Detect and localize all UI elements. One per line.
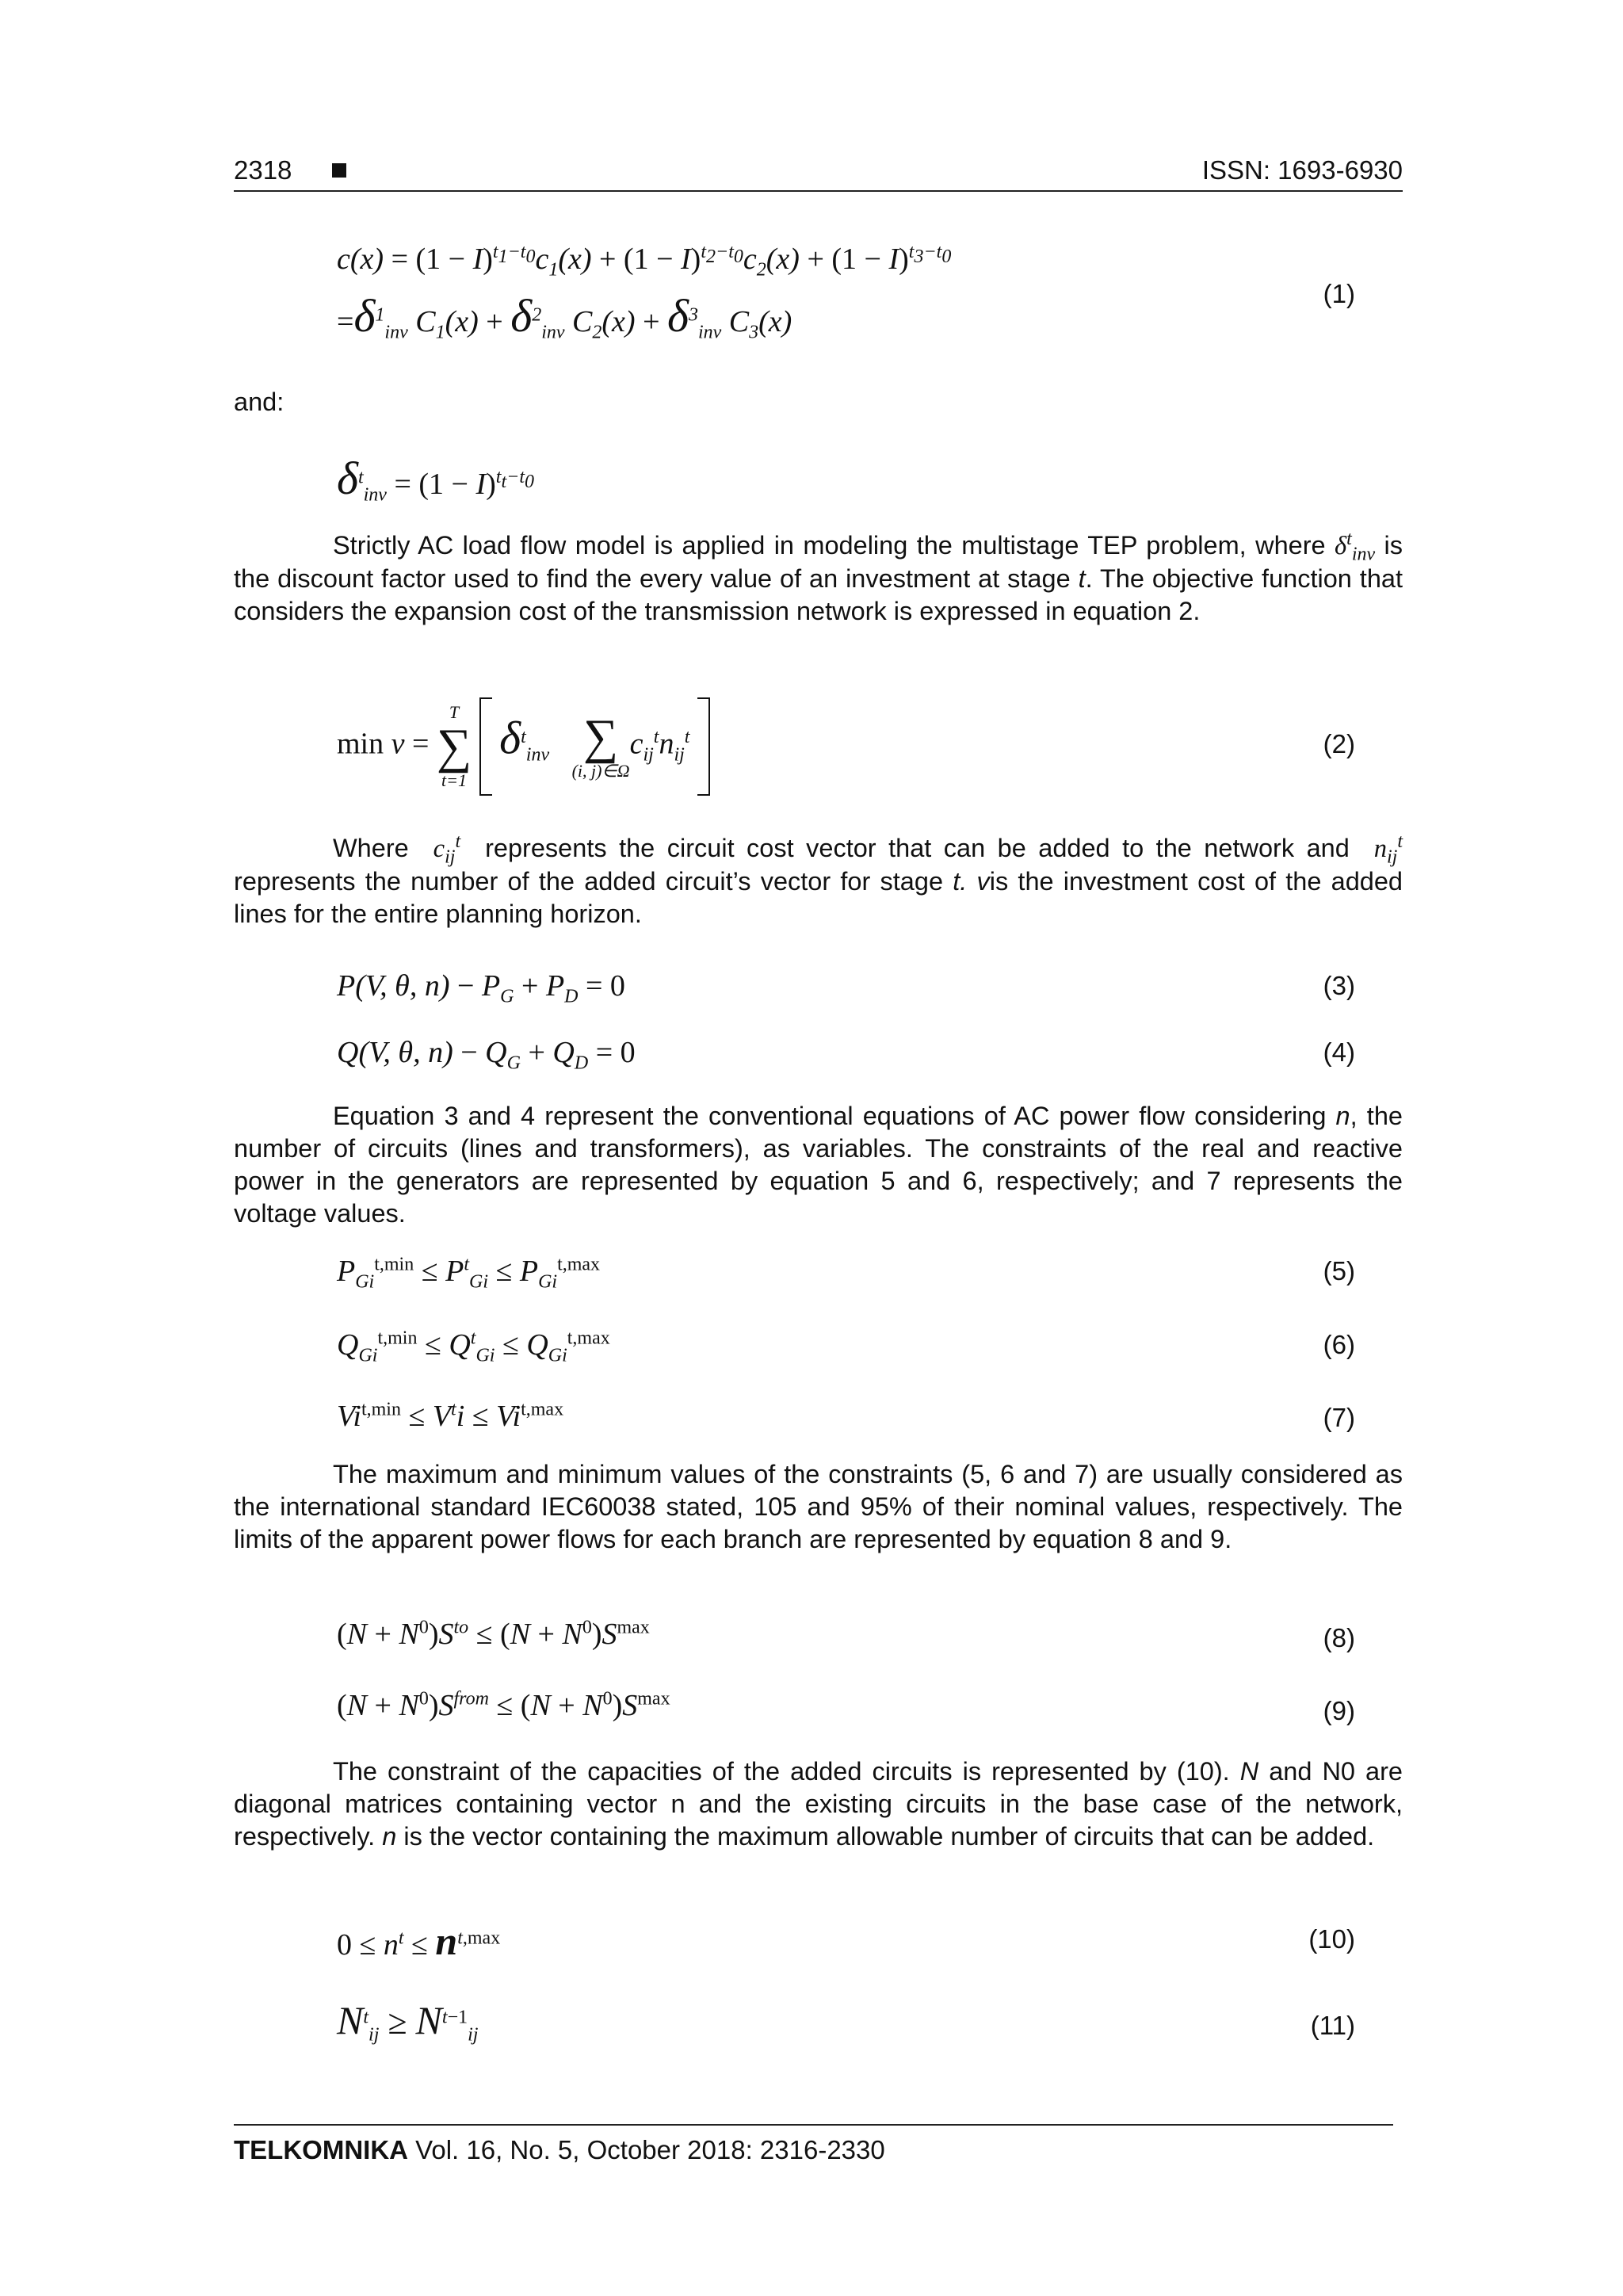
equation-2: min v = T ∑ t=1 $\delta^t_{inv}$ ∑ (i, j)∈Ω $c_{ij}^tn_{ij}^t$: [337, 697, 710, 796]
paragraph-and: and:: [234, 388, 285, 416]
equation-number-6: (6): [1323, 1330, 1355, 1359]
page-header: [234, 155, 1403, 192]
equation-number-1: (1): [1323, 279, 1355, 308]
paragraph-5: The constraint of the capacities of the added circuits is represented by (10). N and N0 are diagonal matrices containing vector n and the existing circuits in the base case of the network, respectively. n is the vector containing the maximum allowable number of circuits that can be added.: [234, 1757, 1403, 1851]
equation-number-4: (4): [1323, 1037, 1355, 1067]
equation-4: Q(V, θ, $n) - Q_G + Q_D = 0$: [337, 1036, 636, 1074]
equation-5: $P_{Gi}^{t,min} \le P^t_{Gi} \le P_{Gi}^{t,max}$: [337, 1254, 601, 1293]
equation-8: $(N + N^0)S^{to} \le (N + N^0)S^{max}$: [337, 1617, 650, 1651]
equation-number-2: (2): [1323, 729, 1355, 758]
equation-10: $0 \le n^t \le n^{t,max}$: [337, 1919, 501, 1963]
equation-number-3: (3): [1323, 971, 1355, 1000]
equation-number-8: (8): [1323, 1623, 1355, 1652]
equation-7: $Vi^{t,min} \le V^ti \le Vi^{t,max}$: [337, 1399, 564, 1433]
issn: ISSN: 1693-6930: [1201, 155, 1403, 185]
equation-11: $N^t_{ij} \ge N^{t-1}_{ij}$: [337, 1998, 479, 2046]
equation-delta-definition: $\delta^t_{inv} = (1 - I)^{t_t-t_0}$: [337, 453, 535, 506]
equation-9: $(N + N^0)S^{from} \le (N + N^0)S^{max}$: [337, 1688, 670, 1722]
paragraph-1: Strictly AC load flow model is applied in modeling the multistage TEP problem, where $\delta^t_{inv}$ is the discount factor used to find the every value of an investment at stage t. The objective function that considers the expansion cost of the transmission network is expressed in equation 2.: [234, 529, 1403, 625]
equation-number-9: (9): [1323, 1696, 1355, 1725]
equation-number-10: (10): [1308, 1924, 1355, 1954]
equation-3: P(V, θ, $n) - P_G + P_D = 0$: [337, 969, 625, 1007]
page-number: 2318: [234, 155, 292, 185]
equation-6: $Q_{Gi}^{t,min} \le Q^t_{Gi} \le Q_{Gi}^{t,max}$: [337, 1328, 610, 1366]
equation-number-7: (7): [1323, 1403, 1355, 1432]
paragraph-2: Where $c_{ij}^t$ represents the circuit cost vector that can be added to the network and $n_{ij}^t$ represents the number of the added circuit’s vector for stage t. vis the investment cost of the added lines for the entire planning horizon.: [234, 831, 1403, 928]
paragraph-3: Equation 3 and 4 represent the conventional equations of AC power flow considering n, the number of circuits (lines and transformers), as variables. The constraints of the real and reactive power in the generators are represented by equation 5 and 6, respectively; and 7 represents the voltage values.: [234, 1102, 1403, 1228]
journal-citation: Vol. 16, No. 5, October 2018: 2316-2330: [407, 2135, 885, 2164]
equation-number-11: (11): [1310, 2011, 1355, 2040]
equation-number-5: (5): [1323, 1256, 1355, 1286]
journal-name: TELKOMNIKA: [234, 2135, 408, 2164]
equation-1-line-1: $c(x) = (1 - I)^{t_1-t_0}c_1(x) + (1 - I)^{t_2-t_0}c_2(x) + (1 - I)^{t_3-t_0}$: [337, 242, 952, 281]
square-bullet-icon: [332, 163, 346, 178]
page-footer: [234, 2124, 1393, 2165]
equation-1-line-2: $=\delta^1_{inv}$ $C_1(x) + \delta^2_{inv}$ $C_2(x) + \delta^3_{inv}$ $C_3(x)$: [337, 290, 792, 343]
paragraph-4: The maximum and minimum values of the constraints (5, 6 and 7) are usually considered as the international standard IEC60038 stated, 105 and 95% of their nominal values, respectively. The limits of the apparent power flows for each branch are represented by equation 8 and 9.: [234, 1460, 1403, 1553]
